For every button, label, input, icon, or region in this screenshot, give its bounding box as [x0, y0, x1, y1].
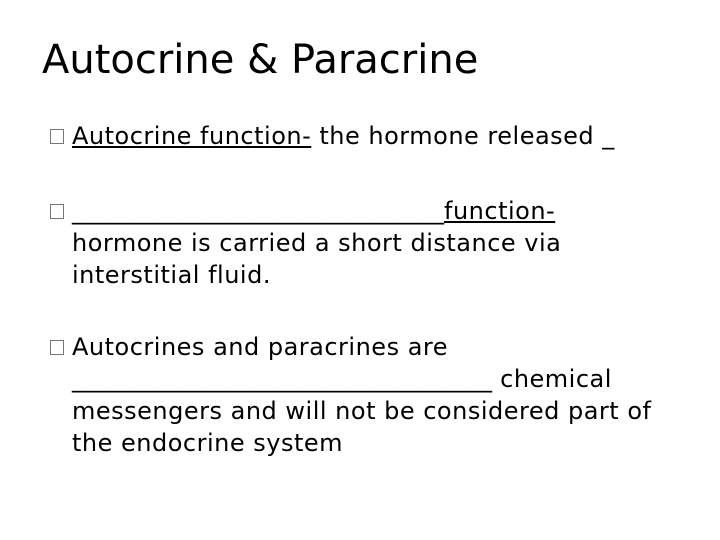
bullet-box-icon — [50, 340, 64, 355]
summary-blank: ___________________________________ — [72, 365, 492, 393]
autocrine-definition: the hormone released _ — [311, 122, 615, 150]
slide-title: Autocrine & Paracrine — [42, 37, 479, 83]
summary-lead: Autocrines and paracrines are — [72, 333, 449, 361]
summary-text: chemical messengers and will not be considered part of the endocrine system — [72, 365, 652, 457]
bullet-box-icon — [50, 129, 64, 144]
paracrine-blank: _______________________________ — [72, 197, 444, 225]
paracrine-term: function- — [444, 197, 556, 225]
paracrine-definition: hormone is carried a short distance via interstitial fluid. — [72, 229, 562, 289]
bullet-autocrine — [50, 120, 690, 152]
bullet-paracrine — [50, 195, 690, 291]
bullet-box-icon — [50, 204, 64, 219]
bullet-summary — [50, 331, 690, 459]
autocrine-term: Autocrine function- — [72, 122, 312, 150]
